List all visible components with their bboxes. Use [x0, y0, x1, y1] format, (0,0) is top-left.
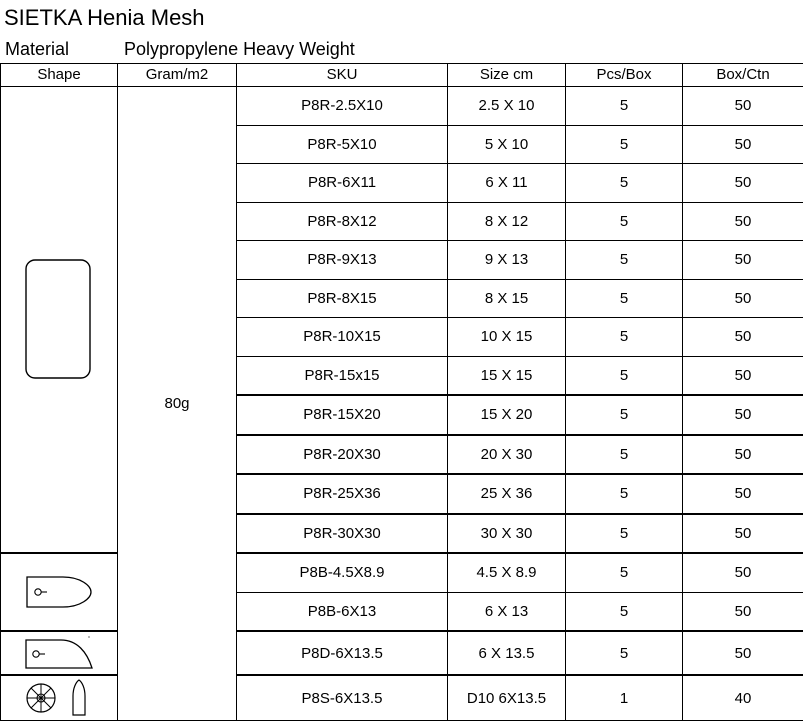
pcs-box-cell: 5: [566, 202, 683, 241]
box-ctn-cell: 50: [683, 553, 803, 592]
pcs-box-cell: 5: [566, 395, 683, 435]
sku-cell: P8D-6X13.5: [237, 631, 448, 675]
size-cell: 6 X 13.5: [448, 631, 566, 675]
column-header-pcs-box: Pcs/Box: [566, 64, 683, 87]
pcs-box-cell: 5: [566, 279, 683, 318]
sku-cell: P8S-6X13.5: [237, 675, 448, 721]
pcs-box-cell: 5: [566, 474, 683, 514]
pcs-box-cell: 5: [566, 241, 683, 280]
box-ctn-cell: 50: [683, 318, 803, 357]
pcs-box-cell: 5: [566, 435, 683, 475]
round-and-cone-shape-icon: [19, 678, 99, 718]
pcs-box-cell: 5: [566, 514, 683, 554]
box-ctn-cell: 50: [683, 202, 803, 241]
sku-cell: P8R-2.5X10: [237, 87, 448, 126]
pcs-box-cell: 5: [566, 553, 683, 592]
sku-cell: P8B-6X13: [237, 592, 448, 631]
box-ctn-cell: 50: [683, 395, 803, 435]
column-header-size: Size cm: [448, 64, 566, 87]
size-cell: 25 X 36: [448, 474, 566, 514]
size-cell: 8 X 12: [448, 202, 566, 241]
size-cell: 15 X 15: [448, 356, 566, 395]
box-ctn-cell: 50: [683, 125, 803, 164]
product-table: [0, 63, 803, 721]
size-cell: 10 X 15: [448, 318, 566, 357]
table-header-row: [1, 64, 803, 87]
size-cell: 20 X 30: [448, 435, 566, 475]
material-label: Material: [5, 37, 69, 61]
sku-cell: P8R-6X11: [237, 164, 448, 203]
shape-cell-rectangle: [1, 87, 118, 554]
box-ctn-cell: 50: [683, 87, 803, 126]
size-cell: 2.5 X 10: [448, 87, 566, 126]
box-ctn-cell: 50: [683, 279, 803, 318]
gram-cell: 80g: [118, 87, 237, 721]
pcs-box-cell: 5: [566, 318, 683, 357]
size-cell: 4.5 X 8.9: [448, 553, 566, 592]
size-cell: D10 6X13.5: [448, 675, 566, 721]
shape-cell-round-cone: [1, 675, 118, 721]
size-cell: 9 X 13: [448, 241, 566, 280]
sku-cell: P8R-10X15: [237, 318, 448, 357]
size-cell: 30 X 30: [448, 514, 566, 554]
sku-cell: P8R-20X30: [237, 435, 448, 475]
box-ctn-cell: 50: [683, 631, 803, 675]
sku-cell: P8R-8X12: [237, 202, 448, 241]
pcs-box-cell: 5: [566, 164, 683, 203]
column-header-shape: Shape: [1, 64, 118, 87]
box-ctn-cell: 50: [683, 435, 803, 475]
sku-cell: P8R-8X15: [237, 279, 448, 318]
box-ctn-cell: 50: [683, 592, 803, 631]
box-ctn-cell: 40: [683, 675, 803, 721]
size-cell: 8 X 15: [448, 279, 566, 318]
column-header-gram: Gram/m2: [118, 64, 237, 87]
size-cell: 6 X 13: [448, 592, 566, 631]
table-row: [1, 87, 803, 126]
sku-cell: P8R-30X30: [237, 514, 448, 554]
box-ctn-cell: 50: [683, 241, 803, 280]
size-cell: 5 X 10: [448, 125, 566, 164]
sku-cell: P8R-15X20: [237, 395, 448, 435]
pcs-box-cell: 5: [566, 592, 683, 631]
box-ctn-cell: 50: [683, 164, 803, 203]
pcs-box-cell: 5: [566, 87, 683, 126]
material-value: Polypropylene Heavy Weight: [124, 37, 355, 61]
size-cell: 6 X 11: [448, 164, 566, 203]
rectangle-shape-icon: [24, 258, 94, 382]
bullet-shape-icon: [23, 574, 95, 610]
sku-cell: P8B-4.5X8.9: [237, 553, 448, 592]
sku-cell: P8R-15x15: [237, 356, 448, 395]
column-header-box-ctn: Box/Ctn: [683, 64, 803, 87]
sku-cell: P8R-9X13: [237, 241, 448, 280]
sku-cell: P8R-25X36: [237, 474, 448, 514]
pcs-box-cell: 5: [566, 631, 683, 675]
size-cell: 15 X 20: [448, 395, 566, 435]
sku-cell: P8R-5X10: [237, 125, 448, 164]
shape-cell-bullet: [1, 553, 118, 631]
pcs-box-cell: 1: [566, 675, 683, 721]
page-title: SIETKA Henia Mesh: [4, 4, 205, 32]
column-header-sku: SKU: [237, 64, 448, 87]
box-ctn-cell: 50: [683, 474, 803, 514]
iron-shape-icon: [21, 634, 97, 672]
pcs-box-cell: 5: [566, 356, 683, 395]
box-ctn-cell: 50: [683, 356, 803, 395]
box-ctn-cell: 50: [683, 514, 803, 554]
shape-cell-iron: [1, 631, 118, 675]
pcs-box-cell: 5: [566, 125, 683, 164]
